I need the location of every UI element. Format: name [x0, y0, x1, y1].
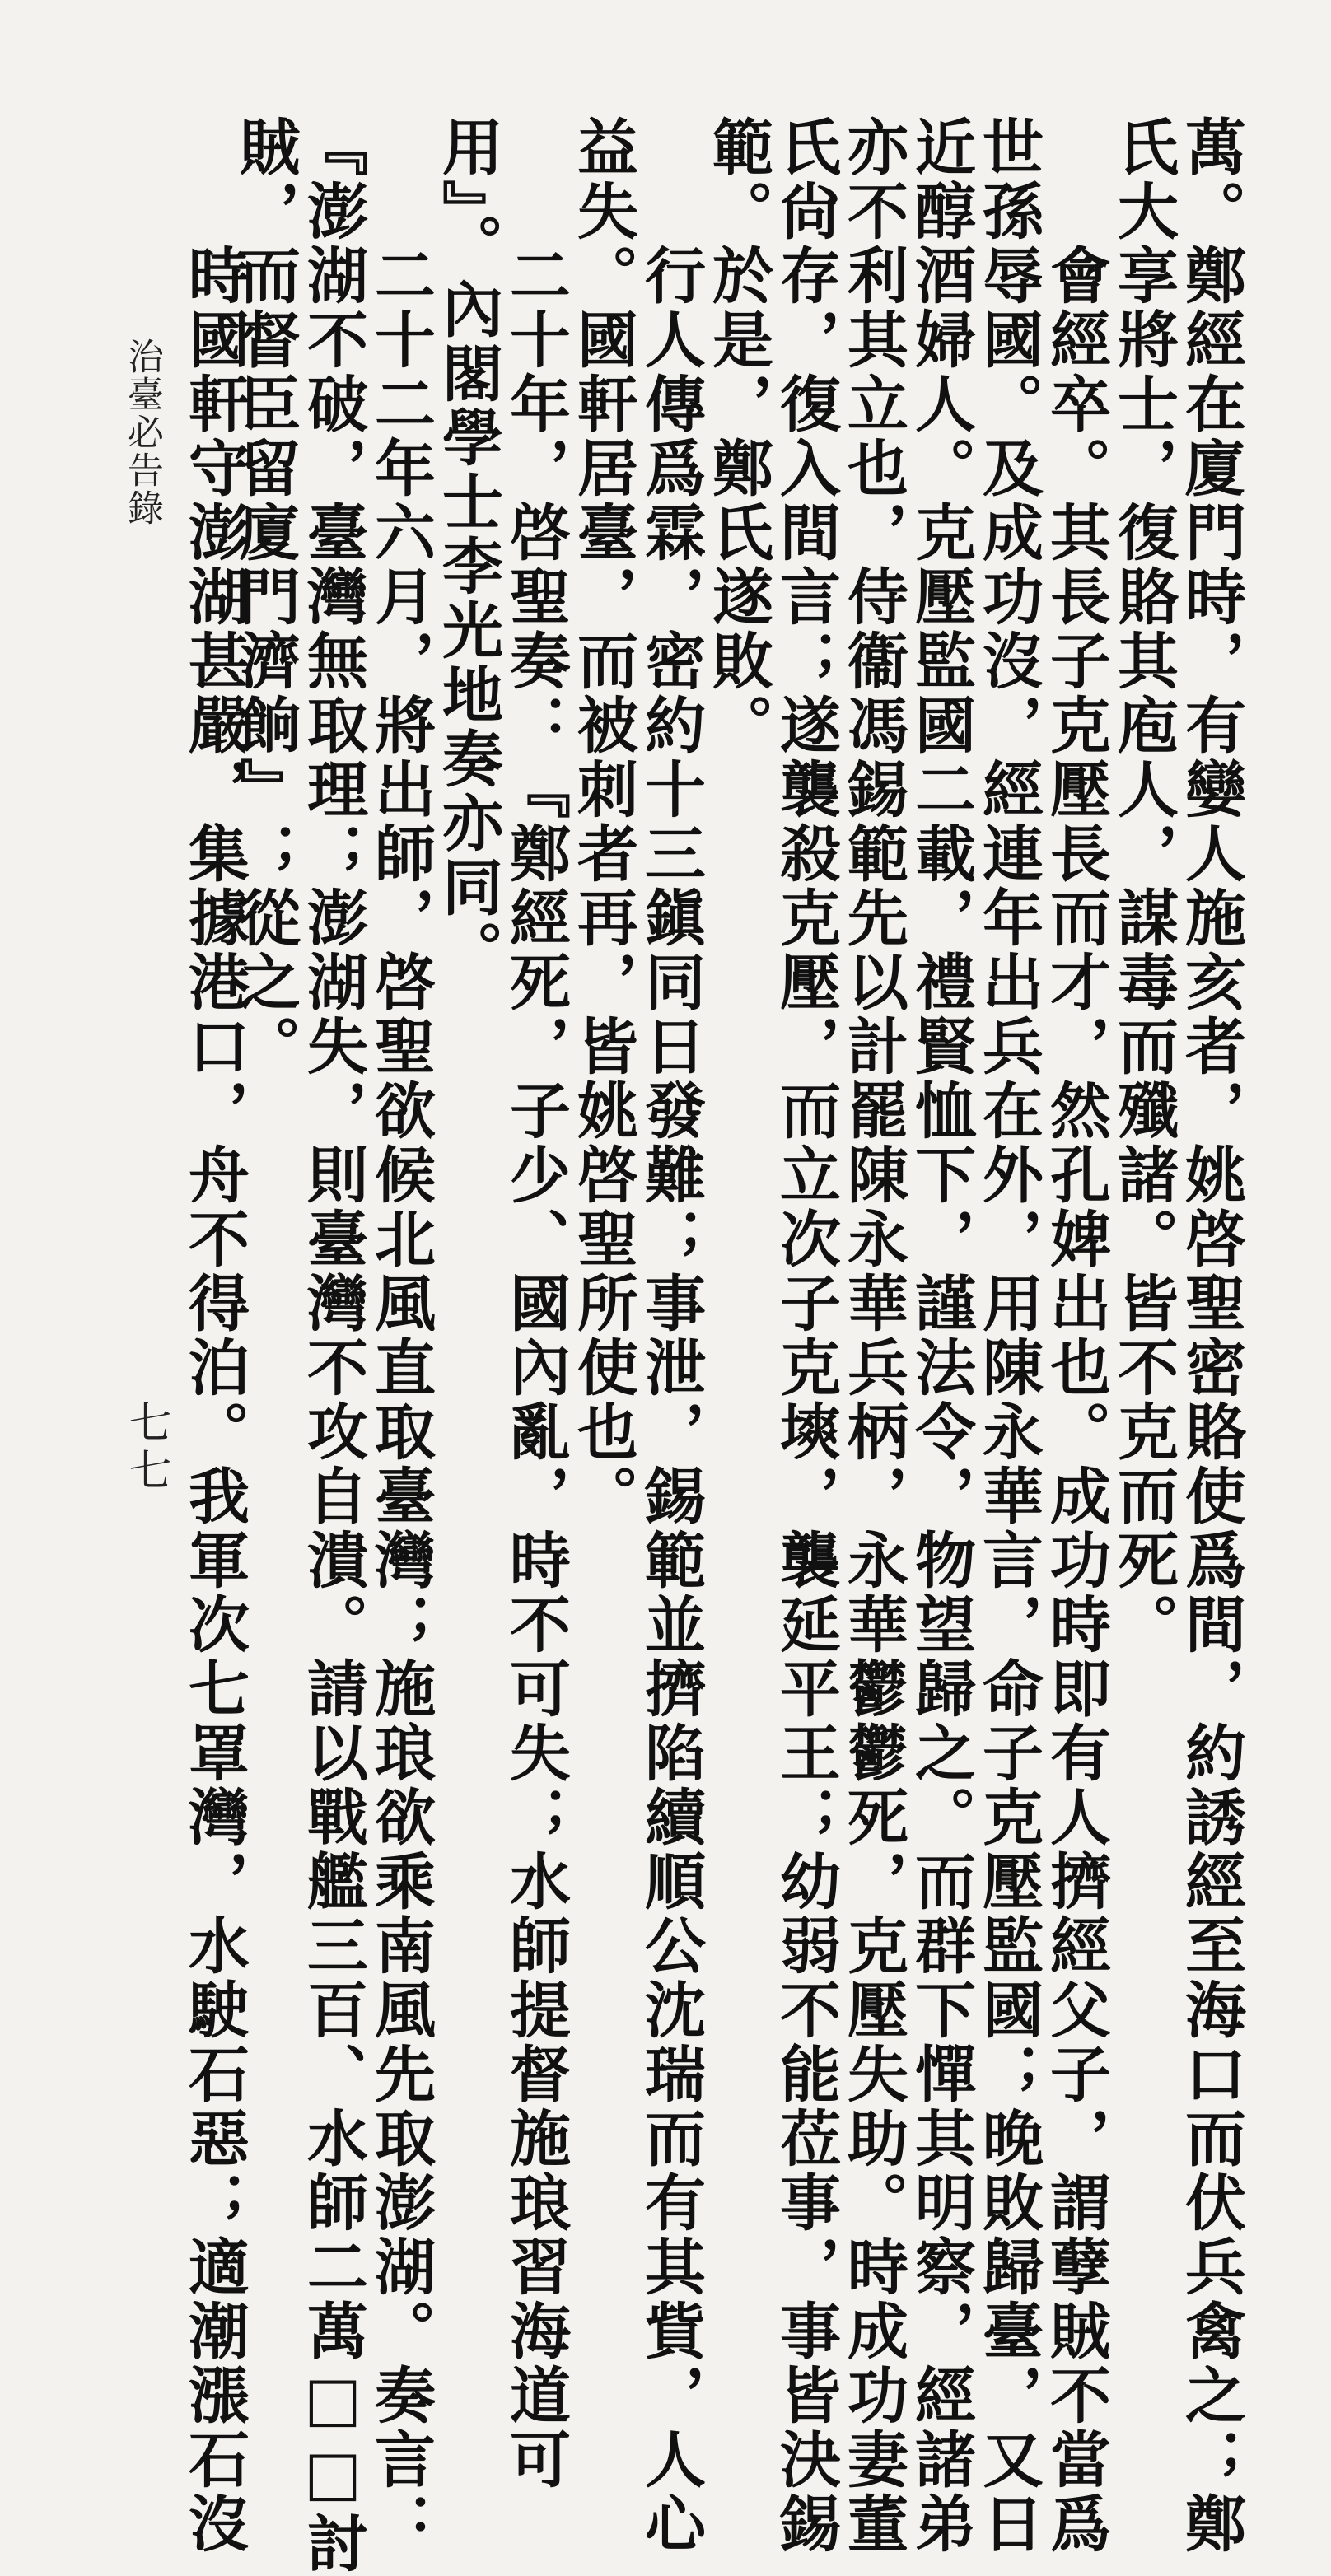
text-column-3: 會經卒。其長子克壓長而才，然孔婢出也。成功時即有人擠經父子，謂孽賊不當爲: [1040, 115, 1111, 2556]
text-column-6: 亦不利其立也，侍衞馮錫範先以計罷陳永華兵柄，永華鬱鬱死，克壓失助。時成功妻董: [838, 115, 908, 2556]
text-column-1: 萬。鄭經在廈門時，有孌人施亥者，姚啓聖密賂使爲間，約誘經至海口而伏兵禽之；鄭: [1175, 115, 1246, 2556]
text-column-13: 二十二年六月，將出師，啓聖欲候北風直取臺灣；施琅欲乘南風先取澎湖。奏言：: [365, 115, 436, 2556]
page-number: 七七: [121, 1400, 170, 1496]
text-column-7: 氏尙存，復入間言；遂襲殺克壓，而立次子克塽，襲延平王；幼弱不能莅事，事皆決錫: [770, 115, 841, 2556]
text-column-12: 用』。內閣學士李光地奏亦同。: [432, 115, 503, 984]
running-title: 治臺必告錄: [121, 338, 163, 527]
text-column-9: 行人傳爲霖，密約十三鎭同日發難；事泄，錫範並擠陷續順公沈瑞而有其貲，人心: [635, 115, 706, 2556]
text-column-15: 賊，而督臣留廈門濟餉』；從之。: [230, 115, 301, 1079]
text-column-2: 氏大享將士，復賂其庖人，謀毒而殲諸。皆不克而死。: [1108, 115, 1179, 1657]
text-column-14: 『澎湖不破，臺灣無取理；澎湖失，則臺灣不攻自潰。請以戰艦三百、水師二萬□□討: [297, 115, 368, 2576]
text-column-11: 二十年，啓聖奏：『鄭經死，子少、國內亂，時不可失；水師提督施琅習海道可: [500, 115, 571, 2492]
text-column-5: 近醇酒婦人。克壓監國二載，禮賢恤下，謹法令，物望歸之。而群下憚其明察，經諸弟: [905, 115, 976, 2556]
text-column-4: 世孫辱國。及成功沒，經連年出兵在外，用陳永華言，命子克壓監國；晚敗歸臺，又日: [973, 115, 1044, 2556]
text-column-8: 範。於是，鄭氏遂敗。: [703, 115, 773, 758]
text-column-16: 時國軒守澎湖甚嚴，集據港口，舟不得泊。我軍次七罩灣，水駛石惡；適潮漲石沒: [179, 115, 250, 2556]
text-column-10: 益失。國軒居臺，而被刺者再，皆姚啓聖所使也。: [567, 115, 638, 1528]
